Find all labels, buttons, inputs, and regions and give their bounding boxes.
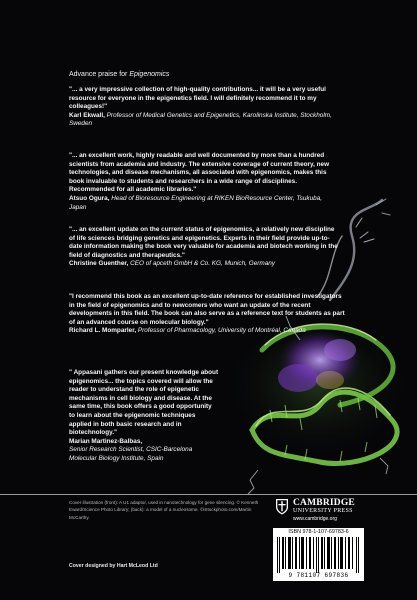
- book-title: Epigenomics: [129, 71, 170, 78]
- praise-quote: [69, 86, 354, 129]
- quote-attribution: [69, 327, 349, 336]
- quote-attribution: [69, 438, 219, 464]
- publisher-url: www.cambridge.org: [293, 516, 337, 522]
- advance-praise-heading: [69, 71, 169, 78]
- cambridge-shield-icon: [275, 498, 289, 515]
- quote-text: "... an excellent update on the current status of epigenomics, a relatively new discipline of life sciences bridging genetics and epigenetics. Experts in their field provide up-to-date information making the book very valuable for academia and biotech working in the field of diagnostics and therapeutics.": [69, 226, 338, 259]
- quote-attribution: [69, 112, 354, 129]
- quote-text: "... a very impressive collection of high-quality contributions... it will be a very useful resource for everyone in the epigenetics field. I will definitely recommend it to my colleagues!": [69, 86, 326, 111]
- reviewer-role: Senior Research Scientist, CSIC-Barcelona Molecular Biology Institute, Spain: [69, 446, 193, 462]
- quote-text: "I recommend this book as an excellent up-to-date reference for established investigators in the field of epigenomics and to newcomers who want an update of the recent developments in this field. The book can also serve as a reference text for students as part of an advanced course on molecular biology.": [69, 293, 345, 326]
- quote-text: " Appasani gathers our present knowledge about epigenomics... the topics covered will allow the reader to understand the role of epigenetic mechanisms in cell biology and disease. At the same time, this book offers a good opportunity to learn about the epigenomic techniques applied in both basic research and in biotechnology.": [69, 369, 219, 437]
- isbn-barcode: [273, 528, 364, 581]
- praise-quote: [69, 369, 219, 464]
- reviewer-role: Professor of Pharmacology, University of Montréal, Canada: [137, 327, 306, 335]
- publisher-name: CAMBRIDGE: [293, 498, 355, 508]
- reviewer-role: CEO of apceth GmbH & Co. KG, Munich, Germany: [130, 260, 276, 268]
- bottom-divider: [0, 494, 417, 495]
- cover-designer-credit: Cover designed by Hart McLeod Ltd: [69, 563, 158, 569]
- reviewer-name: Marian Martinez-Balbas,: [69, 437, 143, 445]
- reviewer-role: Head of Bioresource Engineering at RIKEN BioResource Center, Tsukuba, Japan: [69, 194, 323, 211]
- quote-attribution: [69, 195, 339, 212]
- reviewer-name: Atsuo Ogura,: [69, 194, 110, 202]
- praise-quote: [69, 152, 339, 212]
- reviewer-name: Richard L. Momparler,: [69, 327, 137, 335]
- isbn-number: ISBN 978-1-107-69783-6: [288, 529, 349, 535]
- quote-attribution: [69, 260, 339, 269]
- barcode-bars: [276, 537, 361, 573]
- praise-quote: [69, 293, 349, 336]
- reviewer-role: Professor of Medical Genetics and Epigenetics, Karolinska Institute, Stockholm, Sweden: [69, 111, 332, 128]
- reviewer-name: Karl Ekwall,: [69, 111, 105, 119]
- heading-prefix: Advance praise for: [69, 71, 130, 78]
- quote-text: "... an excellent work, highly readable and well documented by more than a hundred scientists from academia and industry. The extensive coverage of current theory, new technologies, and disease mechanisms, all associated with epigenomics, makes this book invaluable to students and researchers in a wide range of disciplines. Recommended for all academic libraries.": [69, 152, 330, 194]
- reviewer-name: Christine Guenther,: [69, 260, 129, 268]
- cover-illustration-credits: Cover illustration (front): A U1 adaptor, used in nanotechnology for gene silencing. © Kenneth Eward/Science Photo Library; (back): a model of a nucleosome. ©iStockphoto.com/Martin McCarthy.: [69, 500, 259, 520]
- publisher-press: UNIVERSITY PRESS: [293, 508, 353, 514]
- barcode-digits: 9 781107 697836: [288, 572, 349, 579]
- praise-quote: [69, 226, 339, 269]
